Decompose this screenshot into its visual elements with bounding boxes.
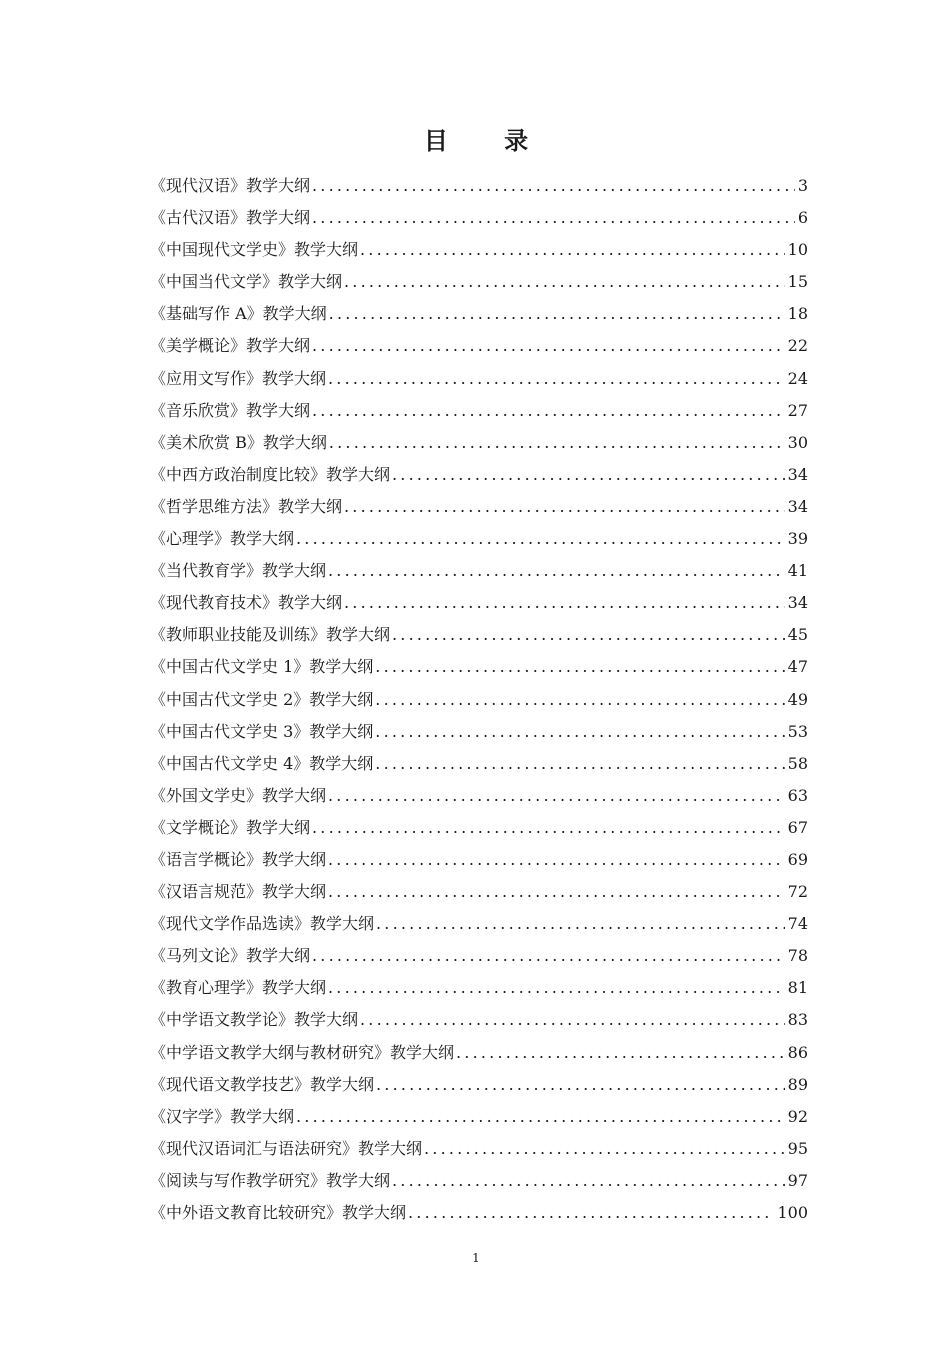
toc-dot-leader bbox=[312, 202, 795, 234]
toc-entry-page-number: 41 bbox=[787, 561, 808, 581]
toc-entry-title: 《中国古代文学史 1》教学大纲 bbox=[150, 657, 374, 677]
toc-entry-title: 《中学语文教学大纲与教材研究》教学大纲 bbox=[150, 1042, 455, 1062]
page-number: 1 bbox=[472, 1251, 480, 1265]
toc-entry-title: 《当代教育学》教学大纲 bbox=[150, 561, 327, 581]
toc-entry[interactable] bbox=[150, 684, 808, 716]
toc-entry-page-number: 10 bbox=[787, 240, 808, 260]
toc-entry[interactable] bbox=[150, 844, 808, 876]
toc-entry-title: 《教师职业技能及训练》教学大纲 bbox=[150, 625, 391, 645]
toc-entry-title: 《汉语言规范》教学大纲 bbox=[150, 882, 327, 902]
toc-entry[interactable] bbox=[150, 619, 808, 651]
toc-title: 目 录 bbox=[423, 126, 553, 155]
toc-entry-title: 《中国当代文学》教学大纲 bbox=[150, 272, 343, 292]
toc-entry-title: 《应用文写作》教学大纲 bbox=[150, 368, 327, 388]
toc-entry[interactable] bbox=[150, 363, 808, 395]
toc-entry-page-number: 45 bbox=[787, 625, 808, 645]
toc-dot-leader bbox=[312, 330, 785, 362]
toc-dot-leader bbox=[312, 812, 785, 844]
toc-entry[interactable] bbox=[150, 940, 808, 972]
toc-entry[interactable] bbox=[150, 812, 808, 844]
toc-entry-page-number: 86 bbox=[787, 1042, 808, 1062]
toc-entry-page-number: 24 bbox=[787, 368, 808, 388]
toc-entry-page-number: 81 bbox=[787, 978, 808, 998]
toc-dot-leader bbox=[329, 427, 785, 459]
toc-entry-title: 《文学概论》教学大纲 bbox=[150, 817, 311, 837]
toc-entry-page-number: 30 bbox=[787, 432, 808, 452]
toc-entry[interactable] bbox=[150, 459, 808, 491]
toc-entry-title: 《汉字学》教学大纲 bbox=[150, 1106, 295, 1126]
toc-entry-page-number: 3 bbox=[797, 176, 808, 195]
toc-entry-page-number: 83 bbox=[787, 1010, 808, 1030]
toc-dot-leader bbox=[344, 587, 785, 619]
toc-dot-leader bbox=[375, 684, 784, 716]
toc-entry-page-number: 58 bbox=[787, 753, 808, 773]
toc-entry[interactable] bbox=[150, 1197, 808, 1229]
toc-entry[interactable] bbox=[150, 972, 808, 1004]
toc-dot-leader bbox=[375, 748, 784, 780]
toc-entry-page-number: 47 bbox=[787, 657, 808, 677]
toc-entry-title: 《美学概论》教学大纲 bbox=[150, 336, 311, 356]
toc-entry[interactable] bbox=[150, 202, 808, 234]
toc-entry-page-number: 72 bbox=[787, 882, 808, 902]
toc-entry-title: 《音乐欣赏》教学大纲 bbox=[150, 400, 311, 420]
toc-entry-title: 《教育心理学》教学大纲 bbox=[150, 978, 327, 998]
toc-entry-title: 《中国古代文学史 2》教学大纲 bbox=[150, 689, 374, 709]
toc-dot-leader bbox=[344, 491, 785, 523]
toc-entry-page-number: 74 bbox=[787, 914, 808, 934]
toc-entry[interactable] bbox=[150, 908, 808, 940]
toc-entry-title: 《马列文论》教学大纲 bbox=[150, 946, 311, 966]
toc-entry-page-number: 49 bbox=[787, 689, 808, 709]
toc-entry[interactable] bbox=[150, 330, 808, 362]
toc-entry-page-number: 78 bbox=[787, 946, 808, 966]
toc-entry-page-number: 53 bbox=[787, 721, 808, 741]
toc-entry-title: 《现代教育技术》教学大纲 bbox=[150, 593, 343, 613]
toc-entry-title: 《中国古代文学史 3》教学大纲 bbox=[150, 721, 374, 741]
toc-entry-title: 《中国古代文学史 4》教学大纲 bbox=[150, 753, 374, 773]
toc-dot-leader bbox=[424, 1133, 785, 1165]
toc-entry[interactable] bbox=[150, 1037, 808, 1069]
toc-dot-leader bbox=[296, 523, 785, 555]
toc-entry-page-number: 63 bbox=[787, 785, 808, 805]
toc-dot-leader bbox=[392, 619, 785, 651]
toc-entry-title: 《心理学》教学大纲 bbox=[150, 529, 295, 549]
toc-dot-leader bbox=[329, 298, 785, 330]
toc-entry-page-number: 18 bbox=[787, 304, 808, 324]
toc-entry[interactable] bbox=[150, 1101, 808, 1133]
toc-entry[interactable] bbox=[150, 1004, 808, 1036]
toc-entry-title: 《基础写作 A》教学大纲 bbox=[150, 304, 327, 324]
toc-entry-page-number: 15 bbox=[787, 272, 808, 292]
toc-entry-page-number: 34 bbox=[787, 593, 808, 613]
toc-entry-page-number: 27 bbox=[787, 400, 808, 420]
toc-dot-leader bbox=[376, 908, 785, 940]
toc-entry-title: 《现代汉语》教学大纲 bbox=[150, 176, 311, 195]
toc-dot-leader bbox=[328, 876, 785, 908]
toc-dot-leader bbox=[328, 780, 785, 812]
toc-entry-title: 《中学语文教学论》教学大纲 bbox=[150, 1010, 359, 1030]
toc-entry-title: 《现代文学作品选读》教学大纲 bbox=[150, 914, 375, 934]
toc-entry-page-number: 34 bbox=[787, 464, 808, 484]
toc-entry[interactable] bbox=[150, 427, 808, 459]
toc-dot-leader bbox=[344, 266, 785, 298]
toc-entry[interactable] bbox=[150, 716, 808, 748]
toc-entry[interactable] bbox=[150, 491, 808, 523]
toc-entry-page-number: 67 bbox=[787, 817, 808, 837]
toc-dot-leader bbox=[408, 1197, 774, 1229]
toc-entry-title: 《中外语文教育比较研究》教学大纲 bbox=[150, 1203, 407, 1222]
toc-dot-leader bbox=[375, 651, 784, 683]
toc-entry[interactable] bbox=[150, 748, 808, 780]
toc-dot-leader bbox=[360, 1004, 785, 1036]
toc-entry-page-number: 95 bbox=[787, 1138, 808, 1158]
toc-dot-leader bbox=[360, 234, 785, 266]
toc-entry[interactable] bbox=[150, 1069, 808, 1101]
toc-dot-leader bbox=[328, 844, 785, 876]
toc-entry-page-number: 89 bbox=[787, 1074, 808, 1094]
toc-dot-leader bbox=[312, 395, 785, 427]
toc-dot-leader bbox=[392, 459, 785, 491]
toc-entry-page-number: 34 bbox=[787, 496, 808, 516]
toc-dot-leader bbox=[375, 716, 784, 748]
toc-entry[interactable] bbox=[150, 170, 808, 202]
toc-entry-title: 《现代汉语词汇与语法研究》教学大纲 bbox=[150, 1138, 423, 1158]
toc-entry-page-number: 22 bbox=[787, 336, 808, 356]
toc-entry[interactable] bbox=[150, 1133, 808, 1165]
toc-entry-title: 《中国现代文学史》教学大纲 bbox=[150, 240, 359, 260]
toc-entry[interactable] bbox=[150, 234, 808, 266]
toc-entry-title: 《哲学思维方法》教学大纲 bbox=[150, 496, 343, 516]
toc-dot-leader bbox=[328, 972, 785, 1004]
toc-entry[interactable] bbox=[150, 298, 808, 330]
toc-entry[interactable] bbox=[150, 555, 808, 587]
toc-entry[interactable] bbox=[150, 876, 808, 908]
toc-entry[interactable] bbox=[150, 266, 808, 298]
toc-entry[interactable] bbox=[150, 523, 808, 555]
toc-entry-page-number: 39 bbox=[787, 529, 808, 549]
toc-entry[interactable] bbox=[150, 651, 808, 683]
toc-dot-leader bbox=[392, 1165, 785, 1197]
toc-dot-leader bbox=[312, 170, 795, 202]
toc-entry-title: 《古代汉语》教学大纲 bbox=[150, 208, 311, 228]
toc-entry-page-number: 92 bbox=[787, 1106, 808, 1126]
toc-entry[interactable] bbox=[150, 780, 808, 812]
toc-entry[interactable] bbox=[150, 395, 808, 427]
toc-dot-leader bbox=[328, 555, 785, 587]
toc-dot-leader bbox=[376, 1069, 785, 1101]
toc-entry-title: 《美术欣赏 B》教学大纲 bbox=[150, 432, 327, 452]
toc-list bbox=[150, 170, 808, 1229]
toc-entry-title: 《现代语文教学技艺》教学大纲 bbox=[150, 1074, 375, 1094]
toc-dot-leader bbox=[312, 940, 785, 972]
toc-entry-page-number: 6 bbox=[797, 208, 808, 228]
toc-entry-title: 《语言学概论》教学大纲 bbox=[150, 849, 327, 869]
toc-entry-title: 《外国文学史》教学大纲 bbox=[150, 785, 327, 805]
toc-dot-leader bbox=[296, 1101, 785, 1133]
toc-entry-title: 《阅读与写作教学研究》教学大纲 bbox=[150, 1170, 391, 1190]
toc-entry-title: 《中西方政治制度比较》教学大纲 bbox=[150, 464, 391, 484]
toc-dot-leader bbox=[328, 363, 785, 395]
toc-dot-leader bbox=[456, 1037, 785, 1069]
toc-entry-page-number: 69 bbox=[787, 849, 808, 869]
toc-entry[interactable] bbox=[150, 587, 808, 619]
toc-entry[interactable] bbox=[150, 1165, 808, 1197]
toc-entry-page-number: 100 bbox=[777, 1203, 808, 1222]
toc-entry-page-number: 97 bbox=[787, 1170, 808, 1190]
